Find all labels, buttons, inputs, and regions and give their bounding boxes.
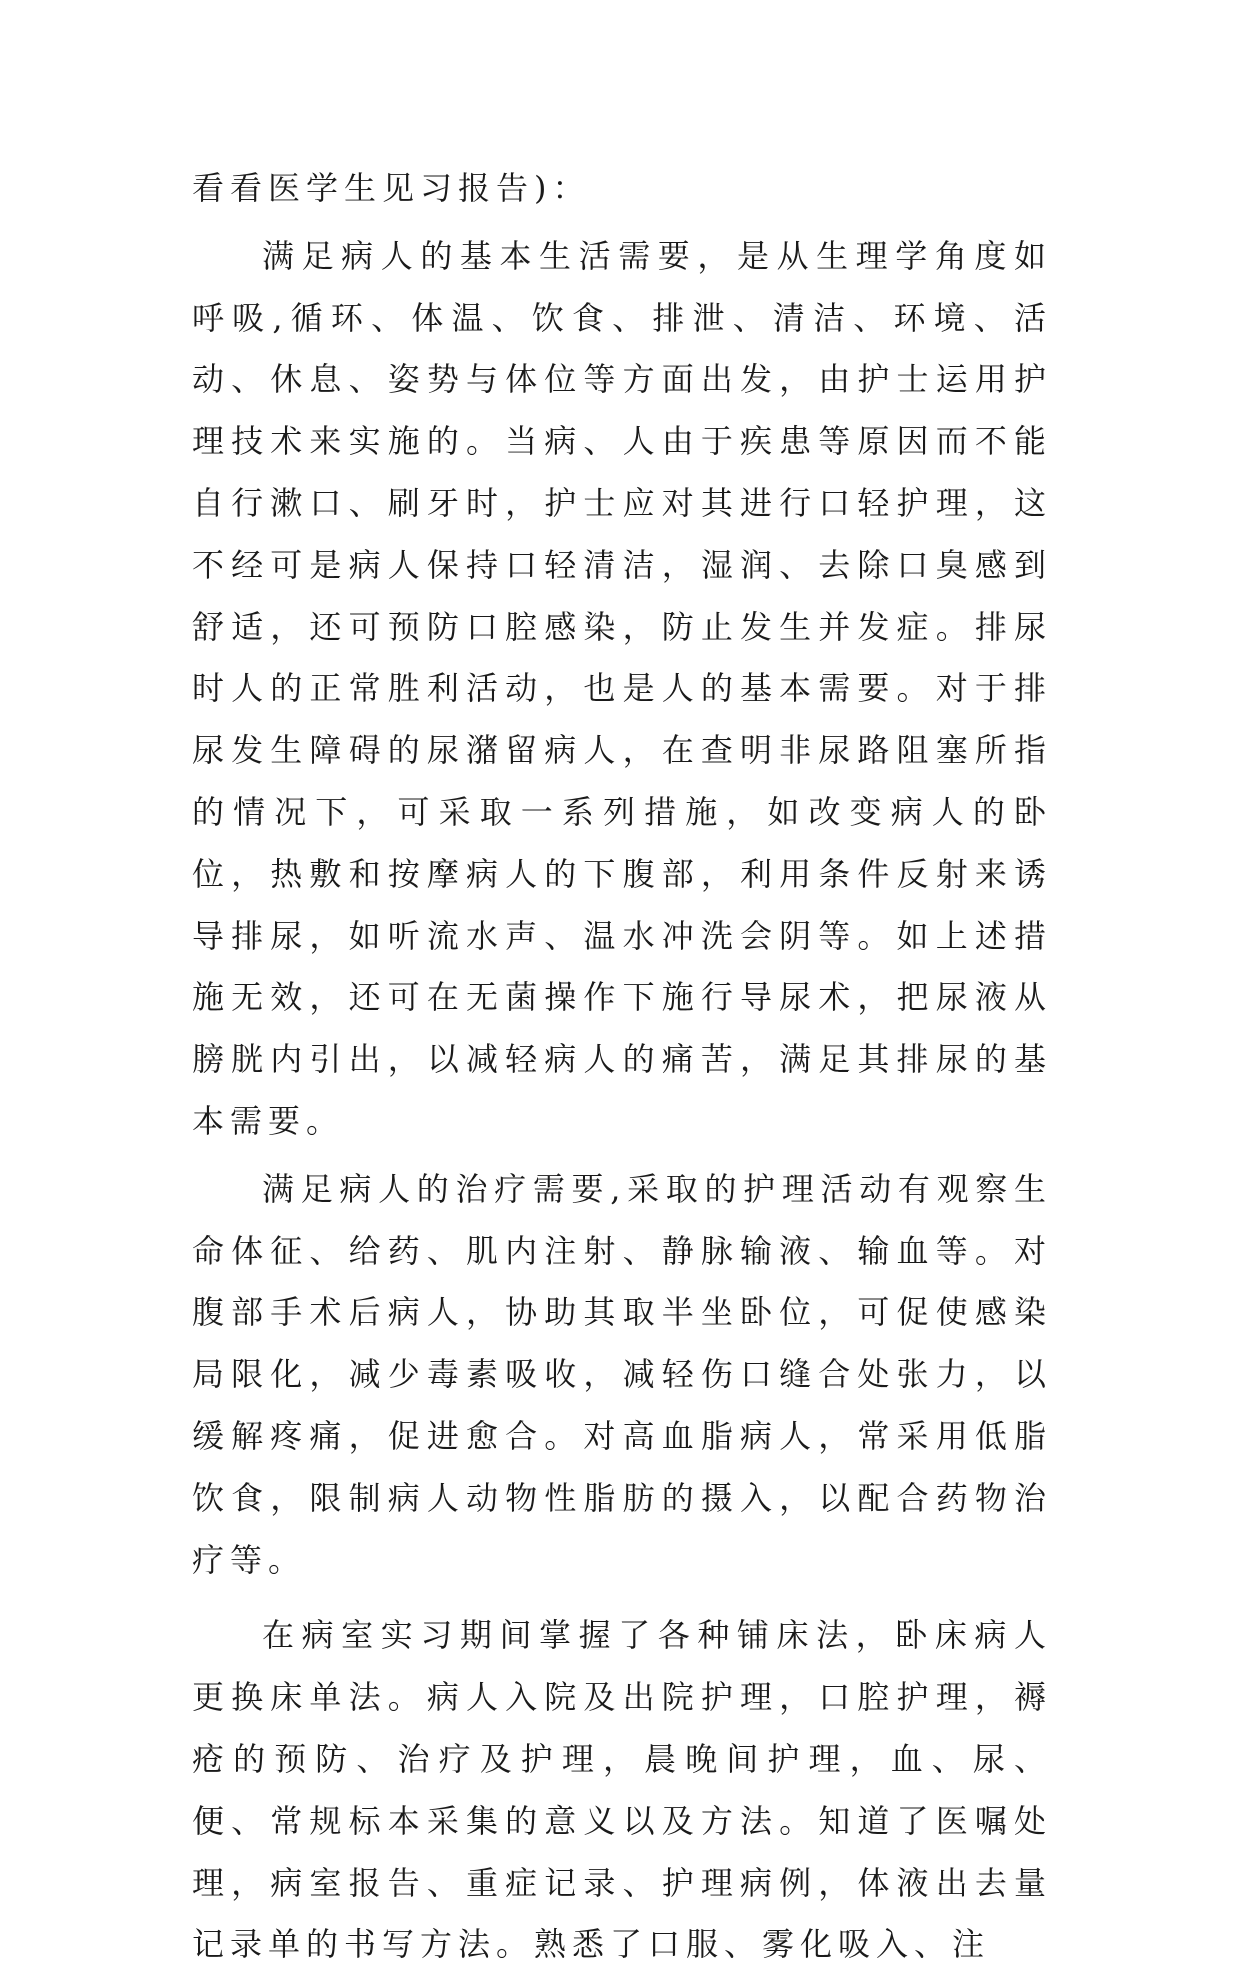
paragraph-treatment-needs: 满足病人的治疗需要,采取的护理活动有观察生命体征、给药、肌内注射、静脉输液、输血等。对腹部手术后病人，协助其取半坐卧位，可促使感染局限化，减少毒素吸收，减轻伤口缝合处张力，以缓解疼痛，促进愈合。对高血脂病人，常采用低脂饮食，限制病人动物性脂肪的摄入，以配合药物治疗等。 [192,1169,1052,1579]
paragraph-continuation: 看看医学生见习报告)： [192,169,591,207]
paragraph-ward-practice: 在病室实习期间掌握了各种铺床法，卧床病人更换床单法。病人入院及出院护理，口腔护理，褥疮的预防、治疗及护理，晨晚间护理，血、尿、便、常规标本采集的意义以及方法。知道了医嘱处理，病室报告、重症记录、护理病例，体液出去量记录单的书写方法。熟悉了口服、雾化吸入、注 [192,1616,1052,1964]
paragraph-basic-needs: 满足病人的基本生活需要，是从生理学角度如呼吸,循环、体温、饮食、排泄、清洁、环境、活动、休息、姿势与体位等方面出发，由护士运用护理技术来实施的。当病、人由于疾患等原因而不能自行漱口、刷牙时，护士应对其进行口轻护理，这不经可是病人保持口轻清洁，湿润、去除口臭感到舒适，还可预防口腔感染，防止发生并发症。排尿时人的正常胜利活动，也是人的基本需要。对于排尿发生障碍的尿潴留病人，在查明非尿路阻塞所指的情况下，可采取一系列措施，如改变病人的卧位，热敷和按摩病人的下腹部，利用条件反射来诱导排尿，如听流水声、温水冲洗会阴等。如上述措施无效，还可在无菌操作下施行导尿术，把尿液从膀胱内引出，以减轻病人的痛苦，满足其排尿的基本需要。 [192,236,1052,1140]
document-body [192,158,1052,1976]
